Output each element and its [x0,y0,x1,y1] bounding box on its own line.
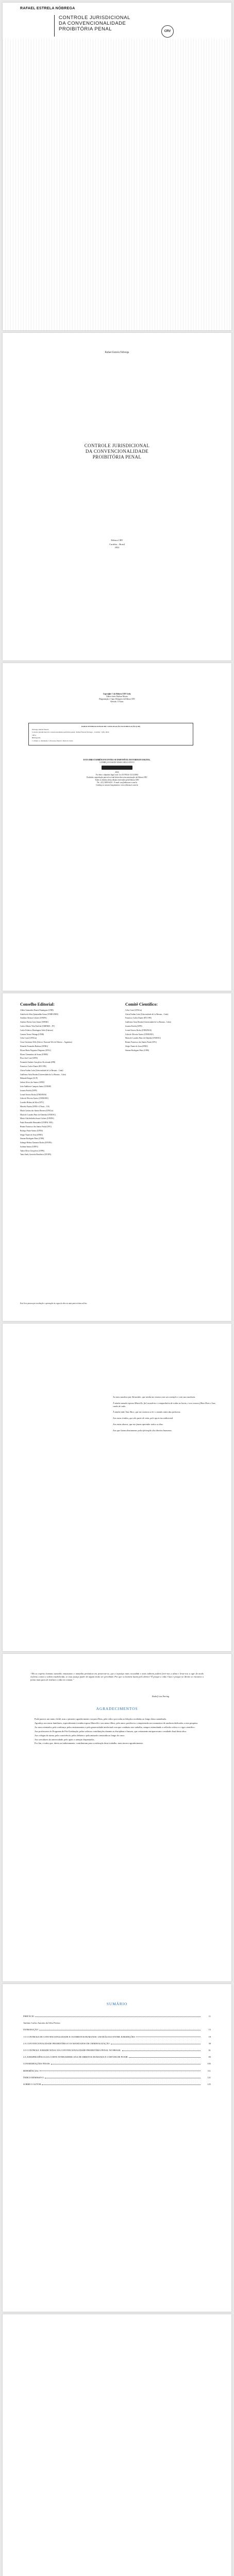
cover-page [3,3,231,330]
council-member: Leonel Severo Rocha (UNISINOS) [20,1093,46,1096]
cover-author: RAFAEL ESTRELA NÓBREGA [20,7,75,10]
cataloging-line: 1. Direito 2. Jurisdição 3. Processo Penal I. Título II. Série [32,739,73,742]
council-member: Maria Cristina dos Santos Bezerra (UFSCar) [20,1109,54,1112]
scientific-committee-list [125,1009,218,1052]
toc-entry-label: INTRODUÇÃO [23,2028,39,2031]
council-member: Gloria Fariñas León (Universidade de La Havana – Cuba) [125,1013,169,1015]
cataloging-line: Nóbrega, Rafael Estrela [32,728,49,731]
cover-title-line: CONTROLE JURISDICIONAL [59,15,130,21]
editorial-council-page [3,993,231,1321]
council-member: Gloria Fariñas León (Universidade de La Havana – Cuba) [20,1069,63,1072]
rights-notice [54,771,180,787]
toc-entry-page: 125 [207,2083,211,2086]
dedication-block [113,1396,216,1435]
copyright-header [54,693,180,703]
paragraph: Aos servidores da universidade, pelo apoio e atenção dispensados. [35,1738,95,1741]
toc-leader-dots [122,2050,200,2051]
toc-entry[interactable] [23,2036,211,2038]
title-page-year: 2022 [114,546,120,549]
council-member: Aldira Guimarães Duarte Domínguez (UNB) [20,1009,54,1011]
title-line: PROIBITÓRIA PENAL [92,454,142,460]
council-member: Simone Rodrigues Pinto (UNB) [20,1138,44,1140]
toc-entry[interactable] [23,2022,211,2024]
paragraph: Pode parecer um tanto clichê, mas o primeiro agradecimento vai para Deus, pela vida e por todas as bênçãos recebidas ao longo desta caminhada. [35,1718,166,1720]
paragraph: Ao meu orientador, pela confiança, pelos ensinamentos e pela generosidade intelectual com que conduziu este trabalho, sempre estimulando a reflexão crítica e o rigor científico. [35,1725,195,1728]
cataloging-line: Bibliografia [32,737,41,739]
toc-leader-dots [129,2057,200,2058]
council-member: Paulo Romualdo Hernandes (UNIFAL-MG) [20,1122,53,1124]
toc-entry-label: 4 A JURISPRUDÊNCIA DA CORTE INTERAMERICANA DE DIREITOS HUMANOS E O DEVER DE PUNIR [23,2056,128,2059]
digital-notice-text: CONHEÇA E BAIXE NOSSO APLICATIVO! [99,761,135,764]
council-member: Francisco Carlos Duarte (PUC-PR) [20,1065,46,1067]
council-member: Sérgio Nunes de Jesus (IFRO) [20,1133,43,1136]
scientific-committee-title: Comitê Científico: [125,1002,158,1007]
toc-entry-label: ÍNDICE REMISSIVO [23,2076,44,2079]
toc-entry-page: 83 [208,2056,211,2059]
paragraph: Aos professores do Programa de Pós-Graduação, pelas valiosas contribuições durante as disciplinas e bancas, que certamente enriqueceram o resultado final desta obra. [35,1730,187,1733]
toc-entry[interactable] [23,2028,211,2031]
council-member: Andréia da Silva Quintanilha Sousa (UNIR/UFRN) [20,1013,59,1015]
toc-entry-page: 105 [207,2062,211,2065]
cataloging-card [28,723,193,745]
council-member: Sydione Santos (UEPG) [20,1145,38,1148]
council-member: Marcelo Paixão (UFRJ e UTexas – US) [20,1105,49,1108]
rights-text: Tel.: (41) 3039-6418 – E-mail: sac@editoracrv.com.br [96,782,138,784]
toc-entry[interactable] [23,2042,211,2045]
council-member: Leonel Severo Rocha (UNISINOS) [125,1029,152,1031]
cover-title-line: PROIBITÓRIA PENAL [59,26,112,32]
toc-entry-page: 19 [208,2035,211,2038]
title-page-publisher: Editora CRV [111,539,123,541]
toc-entry-label: REFERÊNCIAS [23,2069,39,2072]
council-member: Antônio Pereira Gaio Júnior (UFRRJ) [20,1021,48,1024]
council-member: Jailson Alves dos Santos (UFRJ) [20,1081,45,1084]
toc-leader-dots [42,2084,200,2085]
dedication-paragraph: À minha amada esposa Marcelle, fiel escudeira e companheira de todas as horas, e aos nossos filhos Dom e Lua, razão de tudo. [113,1401,216,1408]
paragraph: Aos colegas de turma, pela convivência, pelos debates e pela amizade construída ao longo do curso. [35,1734,125,1737]
council-member: Helmuth Krüger (UCP) [20,1077,38,1080]
council-member: Lídia de Oliveira Xavier (UNIEURO) [125,1033,154,1036]
toc-entry-page: 11 [208,2015,211,2018]
copyright-line: Copyright © da Editora CRV Ltda. [103,693,131,695]
rights-text: Foi feito o depósito legal conf. Lei 10.994 de 14/12/2004 [95,774,139,776]
copyright-line: Revisão: O Autor [110,701,124,703]
council-member: Lourdes Helena da Silva (UFV) [20,1101,44,1104]
council-member: Maria Lília Imbiriba Sousa Colares (UFOPA) [20,1117,54,1120]
council-member: Lídia de Oliveira Xavier (UNIEURO) [20,1097,48,1100]
dedication-paragraph: Aos que lutam diariamente pela efetivação dos direitos humanos. [113,1429,172,1432]
publisher-logo-icon: CRV [161,25,174,38]
council-member: Maria de Lourdes Pinto de Almeida (UNOESC) [125,1037,161,1040]
cataloging-title: DADOS INTERNACIONAIS DE CATALOGAÇÃO NA PUBLICAÇÃO (CIP) [81,725,141,727]
title-page-place: Curitiba – Brasil [109,543,125,546]
acknowledgements-body [27,1718,206,1746]
dedication-paragraph: Aos meus alunos, que me fazem aprender todos os dias. [113,1422,163,1426]
council-member: Sérgio Nunes de Jesus (IFRO) [125,1045,148,1047]
council-member: Celso Conti (UFSCar) [20,1037,37,1040]
council-member: Élsio José Corá (UFFS) [20,1057,38,1060]
editorial-council-title: Conselho Editorial: [20,1002,55,1007]
cataloging-line: Controle jurisdicional da convencionalidade proibitória penal / Rafael Estrela Nóbrega – Curitiba : CRV, 2022. [32,731,110,734]
toc-entry[interactable] [23,2056,211,2058]
council-member: Elizeu Clementino de Souza (UNEB) [20,1053,48,1056]
rights-year: 2022 [115,771,119,773]
council-member: João Adalberto Campato Junior (UNESP) [20,1085,52,1088]
copyright-line: Editor-chefe: Railson Moura [106,696,128,698]
cover-title-line: DA CONVENCIONALIDADE [59,21,126,26]
rights-text: Todos os direitos desta edição reservados pela Editora CRV [95,779,139,781]
copyright-line: Diagramação e Capa: Designers da Editora CRV [99,698,135,700]
digital-notice [54,759,180,771]
scientific-committee-column [125,1004,218,1054]
cover-background-pattern [3,39,231,330]
toc-entry-label: Antônio Carlos Amorim da Silva Pereira [23,2022,60,2025]
summary-page [3,1984,231,2312]
acknowledgements-title: AGRADECIMENTOS [96,1706,138,1711]
council-member: Renato Francisco dos Santos Paula (UFG) [20,1125,52,1128]
toc-entry-label: CONSIDERAÇÕES FINAIS [23,2062,50,2065]
council-member: Celso Conti (UFSCar) [125,1009,142,1011]
toc-entry-page: 121 [207,2076,211,2079]
dedication-paragraph: À minha mãe Ana Alice, que me ensinou a ler o mundo antes das palavras. [113,1411,181,1414]
toc-entry[interactable] [23,2083,211,2086]
dedication-paragraph: Ao meu saudoso pai Alexandre, que ainda me ensina com seu exemplo e com sua ausência. [113,1396,196,1398]
title-page [3,333,231,660]
toc-entry-page: 61 [208,2049,211,2052]
digital-notice-title: ESTA OBRA TAMBÉM ENCONTRA-SE DISPONÍVEL EM FORMATO DIGITAL. [83,759,151,761]
council-member: Josania Portela (UFPI) [20,1089,37,1092]
council-member: Maria de Lourdes Pinto de Almeida (UNOESC) [20,1113,56,1116]
council-member: Solange Helena Ximenes-Rocha (UFOPA) [20,1142,52,1144]
toc-entry-label: SOBRE O AUTOR [23,2083,41,2086]
table-of-contents [23,2015,211,2090]
summary-title: SUMÁRIO [106,2002,128,2006]
dedication-page [3,1324,231,1651]
council-member: Rodrigo Pratte-Santos (UFES) [20,1129,43,1132]
acknowledgements-page [3,1654,231,1981]
council-member: Fernando Antônio Gonçalves Alcoforado (IPB) [20,1061,56,1064]
toc-entry-label: 3 O CONTROLE JURISDICIONAL DA CONVENCIONALIDADE PROIBITÓRIA PENAL NO BRASIL [23,2049,121,2052]
title-line: DA CONVENCIONALIDADE [85,449,149,454]
council-member: Carlos Alberto Vilar Estêvão (UMINHO – PT) [20,1025,55,1027]
toc-entry-page: 39 [208,2042,211,2045]
toc-entry-label: 2 A CONVENCIONALIDADE PROIBITÓRIA E OS MANDADOS DE CRIMINALIZAÇÃO [23,2042,110,2045]
council-member: Cesar Gerónimo Tello (Univer. Nacional Três de Febrero – Argentina) [20,1041,72,1044]
council-member: Eduardo Fernandes Barbosa (UFMG) [20,1045,48,1047]
title-page-author: Rafael Estrela Nóbrega [105,351,129,354]
council-member: Carmen Tereza Velanga (UNIR) [20,1033,44,1036]
council-member: Simone Rodrigues Pinto (UNB) [125,1049,149,1052]
toc-entry[interactable] [23,2076,211,2079]
toc-entry[interactable] [23,2062,211,2065]
toc-entry-page: 15 [208,2028,211,2031]
app-store-badge-icon [102,766,132,770]
editorial-council-column [20,1004,113,1158]
council-member: Tadeu Oliver Gonçalves (UFPA) [20,1149,45,1152]
epigraph-author: Rudolf von Ihering [152,1695,170,1698]
council-member: Francisco Carlos Duarte (PUC-PR) [125,1017,152,1020]
epigraph: “Há no espírito humano tamanho entusiasmo e tamanha pertinácia em preservar-se, que a injustiça mais escondida e mais indireta poderá ferir-nos a alma e levar-nos a agir de modo violento contra a ordem estabelecida, se essa justiça puder de algum modo ser percebida. Por que os homens lutam pelo direito? É porque a vida é luta e porque no direito se encontra a forma mais pura de realizar a vida em comum.” [30,1672,204,1681]
council-member: Guillermo Arias Beatón (Universidade de La Havana – Cuba) [125,1021,171,1024]
toc-entry-page: 111 [207,2069,211,2072]
council-member: Elione Maria Nogueira Diogenes (UFAL) [20,1049,52,1052]
council-member: Renato Francisco dos Santos Paula (UFG) [125,1041,157,1044]
dedication-paragraph: Aos meus irmãos, que são parte de mim, pelo apoio incondicional. [113,1417,174,1420]
council-member: Tania Suely Azevedo Brasileiro (UFOPA) [20,1154,52,1156]
title-page-title [3,443,231,460]
toc-entry-label: 1 O CONTROLE DE CONVENCIONALIDADE E OS DIREITOS HUMANOS: UM DIÁLOGO ENTRE JURISDIÇÕES [23,2035,135,2038]
toc-leader-dots [35,2016,200,2017]
paragraph: Por fim, a todos que, direta ou indiretamente, contribuíram para a realização deste trabalho, meu sincero agradecimento. [35,1742,144,1745]
toc-entry-label: PREFÁCIO [23,2015,35,2018]
council-member: Carlos Federico Dominguez Avila (Unieuro) [20,1029,54,1031]
rights-text: Conheça os nossos lançamentos: www.editoracrv.com.br [96,784,138,786]
blank-page [3,2314,231,2576]
editorial-council-list [20,1009,113,1156]
rights-text: Proibida a reprodução parcial ou total desta obra sem autorização da Editora CRV [87,776,147,778]
title-line: CONTROLE JURISDICIONAL [84,443,150,448]
paragraph: Agradeço aos meus familiares, especialmente à minha esposa Marcelle e aos meus filhos, pelo amor, paciência e compreensão nos momentos de ausência dedicados a esta pesquisa. [35,1721,198,1724]
council-member: Guillermo Arias Beatón (Universidade de La Havana – Cuba) [20,1073,66,1076]
toc-entry[interactable] [23,2049,211,2052]
copyright-page [3,663,231,991]
cataloging-line: 128 p. [32,734,37,736]
toc-entry[interactable] [23,2015,211,2018]
council-member: Josania Portela (UFPI) [125,1025,142,1027]
review-note: Este livro passou por avaliação e aprovação às cegas de dois ou mais pareceristas ad hoc. [20,1302,88,1304]
toc-entry[interactable] [23,2070,211,2072]
council-member: Anselmo Alencar Colares (UFOPA) [20,1017,47,1020]
